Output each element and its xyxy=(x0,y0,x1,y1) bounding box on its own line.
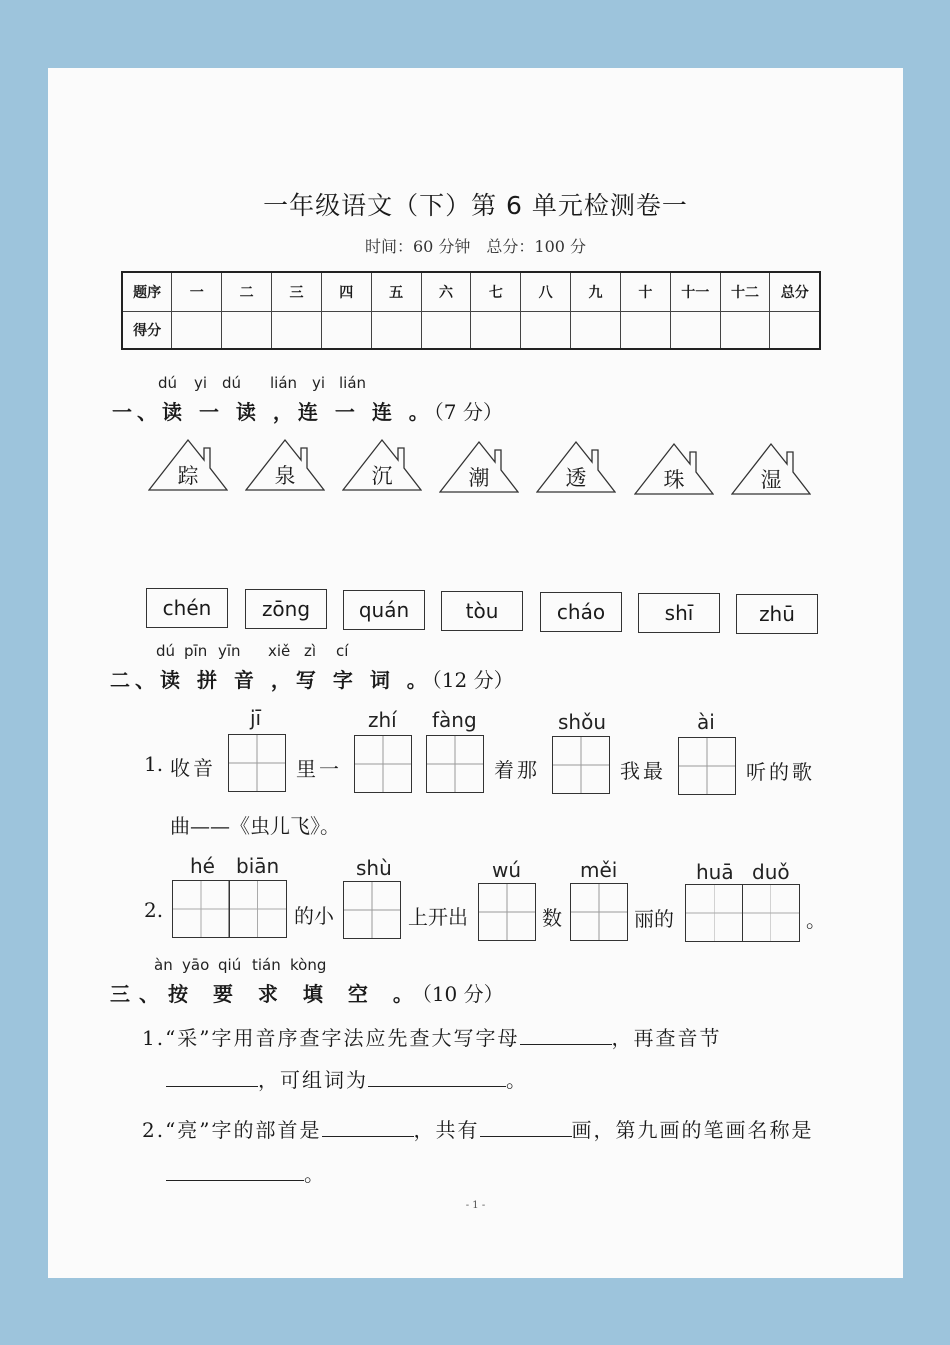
question-3-1-line-2 xyxy=(166,1064,528,1093)
question-number: 2. xyxy=(144,898,164,922)
score-cell[interactable] xyxy=(371,312,421,350)
heading-pinyin: zì xyxy=(304,642,317,660)
score-cell[interactable] xyxy=(321,312,371,350)
heading-pinyin: yi xyxy=(194,374,208,392)
section-3-heading xyxy=(110,978,504,1007)
question-3-2-line-2 xyxy=(166,1158,326,1187)
score-header-cell: 九 xyxy=(571,272,621,312)
section-points: （12 分） xyxy=(431,668,514,692)
writing-grid-box[interactable] xyxy=(570,883,628,941)
answer-blank[interactable] xyxy=(322,1116,414,1137)
writing-grid-box[interactable] xyxy=(343,881,401,939)
char-pinyin: hé xyxy=(190,854,215,878)
pinyin-card[interactable]: chén xyxy=(146,588,228,628)
score-header-cell: 二 xyxy=(222,272,272,312)
question-text: ，可组词为 xyxy=(258,1068,368,1092)
question-text: 1.“采”字用音序查字法应先查大写字母 xyxy=(142,1026,520,1050)
section-points: （7 分） xyxy=(433,400,503,424)
score-header-cell: 十 xyxy=(620,272,670,312)
char-pinyin: duǒ xyxy=(752,860,790,884)
pinyin-card[interactable]: quán xyxy=(343,590,425,630)
question-number: 1. xyxy=(144,752,164,776)
char-pinyin: shù xyxy=(356,856,392,880)
char-pinyin: fàng xyxy=(432,708,477,732)
pinyin-card[interactable]: cháo xyxy=(540,592,622,632)
score-cell[interactable] xyxy=(521,312,571,350)
question-text: 数 xyxy=(542,906,562,930)
writing-grid-box[interactable] xyxy=(228,734,286,792)
writing-grid-box[interactable] xyxy=(478,883,536,941)
question-text: 听的歌 xyxy=(746,760,815,784)
question-text: 收音 xyxy=(170,756,216,780)
time-and-score: 时间：60 分钟 总分：100 分 xyxy=(364,237,587,256)
heading-pinyin: yi xyxy=(312,374,326,392)
house-char-card[interactable] xyxy=(342,436,422,496)
section-title: 二、读 拼 音 ，写 字 词 。 xyxy=(110,668,432,692)
question-text: 的小 xyxy=(294,904,334,928)
question-text: 2.“亮”字的部首是 xyxy=(142,1118,322,1142)
score-header-cell: 题序 xyxy=(122,272,172,312)
heading-pinyin: cí xyxy=(336,642,349,660)
pinyin-card[interactable]: tòu xyxy=(441,591,523,631)
heading-pinyin: pīn xyxy=(184,642,208,660)
score-cell[interactable] xyxy=(571,312,621,350)
char-pinyin: ài xyxy=(697,710,715,734)
question-3-2-line-1 xyxy=(142,1114,814,1143)
score-header-cell: 十二 xyxy=(720,272,770,312)
house-char-card[interactable] xyxy=(245,436,325,496)
house-char-card[interactable] xyxy=(731,440,811,500)
score-header-cell: 一 xyxy=(172,272,222,312)
char-pinyin: měi xyxy=(580,858,618,882)
question-text: 上开出 xyxy=(408,905,468,929)
score-table xyxy=(121,271,821,350)
heading-pinyin: yīn xyxy=(218,642,241,660)
question-text: 。 xyxy=(506,1068,528,1092)
char-pinyin: jī xyxy=(250,706,262,730)
question-text: ，共有 xyxy=(413,1118,480,1142)
house-char: 珠 xyxy=(663,468,685,492)
writing-grid-box[interactable] xyxy=(426,735,484,793)
house-char-card[interactable] xyxy=(439,438,519,498)
house-char: 透 xyxy=(565,466,587,490)
section-title: 三、按 要 求 填 空 。 xyxy=(110,982,422,1006)
house-char: 踪 xyxy=(177,464,199,488)
house-char: 潮 xyxy=(468,466,490,490)
answer-blank[interactable] xyxy=(520,1024,612,1045)
pinyin-card[interactable]: shī xyxy=(638,593,720,633)
house-char: 湿 xyxy=(760,468,782,492)
question-text: 。 xyxy=(806,908,826,932)
score-header-cell: 十一 xyxy=(670,272,720,312)
answer-blank[interactable] xyxy=(166,1066,258,1087)
score-cell[interactable] xyxy=(471,312,521,350)
heading-pinyin: qiú xyxy=(218,956,242,974)
writing-grid-box[interactable] xyxy=(685,884,800,942)
char-pinyin: huā xyxy=(696,860,734,884)
heading-pinyin: dú xyxy=(156,642,176,660)
question-text: 着那 xyxy=(494,758,540,782)
score-header-cell: 五 xyxy=(371,272,421,312)
house-char-card[interactable] xyxy=(148,436,228,496)
heading-pinyin: àn xyxy=(154,956,173,974)
answer-blank[interactable] xyxy=(480,1116,572,1137)
question-text: 。 xyxy=(304,1162,326,1186)
score-table-header-row xyxy=(122,272,820,312)
section-2-heading xyxy=(110,664,514,693)
writing-grid-box[interactable] xyxy=(354,735,412,793)
pinyin-card[interactable]: zhū xyxy=(736,594,818,634)
score-header-cell: 六 xyxy=(421,272,471,312)
house-char-card[interactable] xyxy=(536,438,616,498)
house-char: 泉 xyxy=(274,464,296,488)
writing-grid-box[interactable] xyxy=(552,736,610,794)
heading-pinyin: yāo xyxy=(182,956,210,974)
heading-pinyin: lián xyxy=(270,374,298,392)
question-text: 曲——《虫儿飞》。 xyxy=(170,814,340,838)
question-text: 画，第九画的笔画名称是 xyxy=(571,1118,814,1142)
writing-grid-box[interactable] xyxy=(678,737,736,795)
heading-pinyin: lián xyxy=(339,374,367,392)
heading-pinyin: xiě xyxy=(268,642,291,660)
score-header-cell: 八 xyxy=(521,272,571,312)
char-pinyin: shǒu xyxy=(558,710,607,734)
section-title: 一、读 一 读 ，连 一 连 。 xyxy=(112,400,434,424)
score-cell[interactable] xyxy=(272,312,322,350)
heading-pinyin: dú xyxy=(158,374,178,392)
score-header-cell: 四 xyxy=(321,272,371,312)
question-text: 里一 xyxy=(296,757,342,781)
score-cell[interactable] xyxy=(172,312,222,350)
score-cell[interactable] xyxy=(720,312,770,350)
score-header-cell: 三 xyxy=(272,272,322,312)
score-cell[interactable] xyxy=(222,312,272,350)
heading-pinyin: dú xyxy=(222,374,242,392)
house-char: 沉 xyxy=(371,464,393,488)
score-cell[interactable] xyxy=(421,312,471,350)
question-text: 丽的 xyxy=(634,907,674,931)
char-pinyin: wú xyxy=(492,858,522,882)
heading-pinyin: tián xyxy=(252,956,281,974)
pinyin-card[interactable]: zōng xyxy=(245,589,327,629)
heading-pinyin: kòng xyxy=(290,956,327,974)
score-row-label: 得分 xyxy=(122,312,172,350)
page-number: - 1 - xyxy=(465,1200,486,1211)
score-header-cell: 七 xyxy=(471,272,521,312)
score-table-score-row xyxy=(122,312,820,350)
score-cell[interactable] xyxy=(770,312,820,350)
worksheet-page xyxy=(48,68,903,1278)
score-cell[interactable] xyxy=(620,312,670,350)
house-char-card[interactable] xyxy=(634,440,714,500)
score-cell[interactable] xyxy=(670,312,720,350)
char-pinyin: zhí xyxy=(368,708,397,732)
section-points: （10 分） xyxy=(421,982,504,1006)
page-title: 一年级语文（下）第 6 单元检测卷一 xyxy=(263,191,688,220)
writing-grid-box[interactable] xyxy=(172,880,287,938)
question-text: ，再查音节 xyxy=(611,1026,722,1050)
question-text: 我最 xyxy=(620,759,666,783)
score-header-cell: 总分 xyxy=(770,272,820,312)
char-pinyin: biān xyxy=(236,854,280,878)
section-1-heading xyxy=(112,396,503,425)
answer-blank[interactable] xyxy=(368,1066,506,1087)
answer-blank[interactable] xyxy=(166,1160,304,1181)
question-3-1-line-1 xyxy=(142,1022,722,1051)
